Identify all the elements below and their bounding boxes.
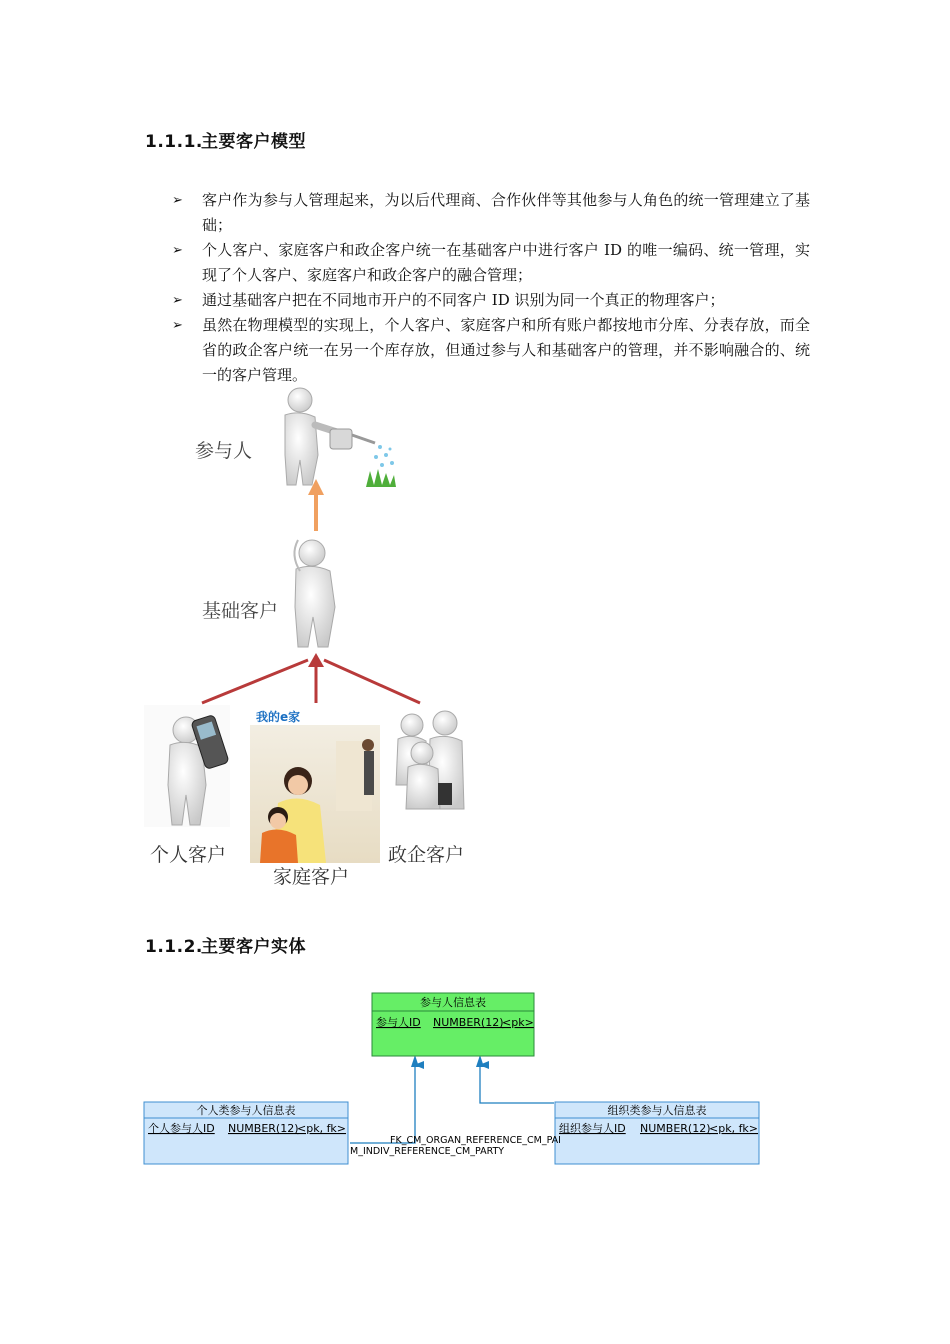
column-type: NUMBER(12) [433,1016,504,1029]
arrowhead-bullet-icon: ➢ [172,293,183,308]
party-info-table[interactable] [372,993,534,1056]
table-title: 个人类参与人信息表 [196,1104,296,1117]
family-logo: 我的e家 [256,710,301,724]
column-type: NUMBER(12) [228,1122,299,1135]
fk-arrow-icon [411,1055,419,1067]
fk-arrow-icon [476,1055,484,1067]
arrowhead-bullet-icon: ➢ [172,318,183,333]
list-item: ➢ 客户作为参与人管理起来，为以后代理商、合作伙伴等其他参与人角色的统一管理建立了基础； [170,188,810,238]
column-key: <pk> [502,1016,534,1029]
personal-customer-label: 个人客户 [150,844,227,866]
arrowhead-bullet-icon: ➢ [172,243,183,258]
base-customer-figure-icon [294,540,335,647]
column-type: NUMBER(12) [640,1122,711,1135]
table-title: 组织类参与人信息表 [607,1104,707,1117]
section-title: 主要客户模型 [201,132,306,152]
column-key: <pk, fk> [709,1122,759,1135]
party-figure-icon [285,388,396,487]
column-name: 组织参与人ID [559,1122,626,1135]
organization-party-table[interactable] [555,1102,759,1164]
column-key: <pk, fk> [297,1122,347,1135]
party-label: 参与人 [195,440,253,462]
customer-model-diagram [140,385,500,895]
enterprise-customer-label: 政企客户 [388,844,465,866]
section-heading-2 [145,932,306,957]
individual-party-table[interactable] [144,1102,348,1164]
relationship-lines [350,1065,554,1143]
section-title: 主要客户实体 [201,937,306,957]
personal-customer-figure-icon [144,705,230,827]
fk-organ-label: FK_CM_ORGAN_REFERENCE_CM_PAI [390,1135,561,1146]
entity-relationship-diagram [140,985,770,1175]
section-heading-1 [145,127,306,152]
column-name: 参与人ID [376,1016,421,1029]
family-customer-label: 家庭客户 [273,866,350,888]
list-item: ➢ 通过基础客户把在不同地市开户的不同客户 ID 识别为同一个真正的物理客户； [170,288,810,313]
arrowhead-bullet-icon: ➢ [172,193,183,208]
table-title: 参与人信息表 [420,996,486,1009]
base-customer-label: 基础客户 [202,600,279,622]
fk-indiv-label: M_INDIV_REFERENCE_CM_PARTY [350,1146,505,1157]
column-name: 个人参与人ID [148,1122,215,1135]
list-item: ➢ 虽然在物理模型的实现上，个人客户、家庭客户和所有账户都按地市分库、分表存放，而全省的政企客户统一在另一个库存放，但通过参与人和基础客户的管理，并不影响融合的、统一的客户管理。 [170,313,810,388]
section-number: 1.1.2. [145,937,203,957]
section-number: 1.1.1. [145,132,203,152]
family-customer-photo [250,707,380,863]
arrow-up-icon [308,479,324,531]
enterprise-customer-figures-icon [396,711,464,809]
list-item: ➢ 个人客户、家庭客户和政企客户统一在基础客户中进行客户 ID 的唯一编码、统一管理，实现了个人客户、家庭客户和政企客户的融合管理； [170,238,810,288]
bullet-list [170,188,810,388]
converging-arrows-icon [202,653,420,703]
